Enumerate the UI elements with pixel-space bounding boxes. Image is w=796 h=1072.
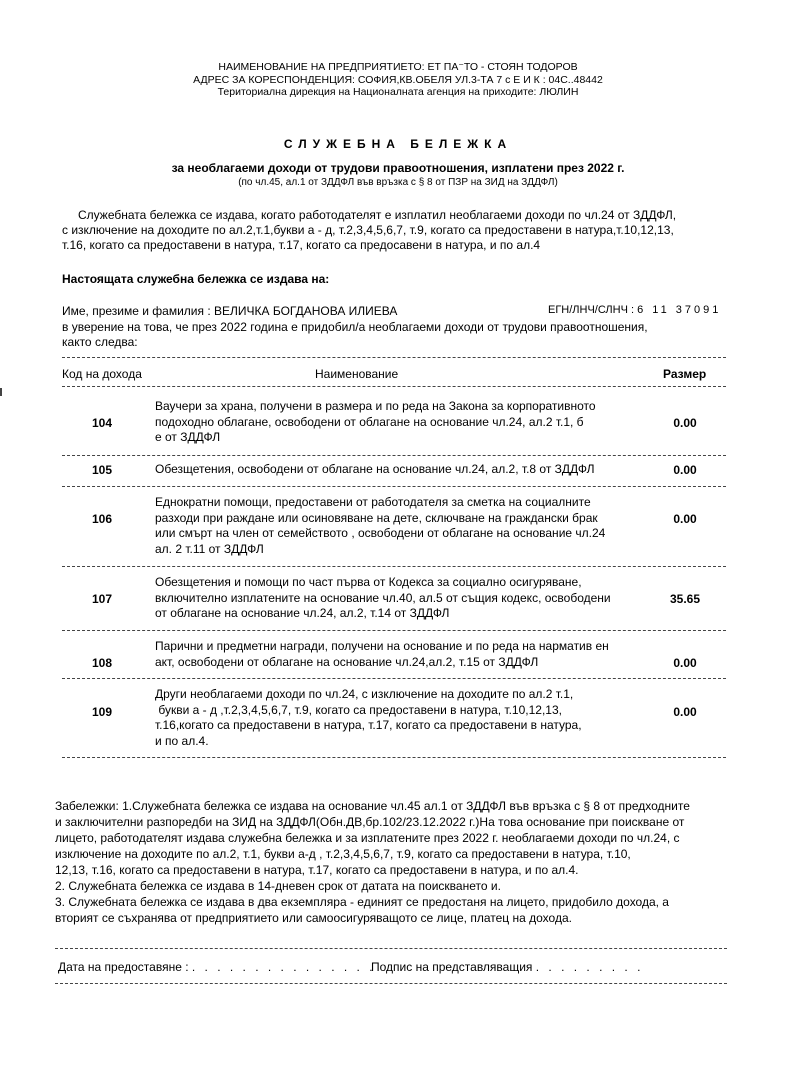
description-line: Ваучери за храна, получени в размера и по реда на Закона за корпоративното: [155, 399, 596, 413]
income-description: [155, 639, 625, 670]
income-amount: 0.00: [673, 656, 697, 670]
notes-section: [55, 798, 745, 926]
description-line: е от ЗДДФЛ: [155, 430, 221, 444]
note-line: изключение на доходите по ал.2, т.1, букви а-д , т.2,3,4,5,6,7, т.9, когато са предоставени в натура, т.10,: [55, 847, 631, 861]
egn-label: ЕГН/ЛНЧ/СЛНЧ :: [548, 304, 638, 316]
income-code: 106: [91, 512, 113, 526]
note-line: лицето, работодателят издава служебна бележка и за изплатените през 2022 г. необлагаеми доходи по чл.24, с: [55, 831, 680, 845]
legal-basis-note: (по чл.45, ал.1 от ЗДДФЛ във връзка с § 8 от ПЗР на ЗИД на ЗДДФЛ): [238, 177, 558, 188]
income-amount: 0.00: [673, 416, 697, 430]
note-line: 3. Служебната бележка се издава в два екземпляра - единият се предостаня на лицето, придобило дохода, а: [55, 895, 669, 909]
issue-date-field: [58, 960, 376, 974]
income-description: [155, 462, 625, 478]
column-header-amount: Размер: [663, 367, 707, 381]
issued-to-label: Настоящата служебна бележка се издава на:: [62, 272, 330, 286]
egn-value: 6 11 37091: [637, 304, 722, 316]
description-line: ал. 2 т.11 от ЗДДФЛ: [155, 541, 264, 556]
certification-line: както следва:: [62, 335, 138, 349]
intro-paragraph: [62, 208, 742, 253]
description-line: Парични и предметни награди, получени на основание и по реда на нарматив ен: [155, 639, 609, 653]
income-description: [155, 575, 625, 622]
company-name: НАИМЕНОВАНИЕ НА ПРЕДПРИЯТИЕТО: ЕТ ПА⁻ТО - СТОЯН ТОДОРОВ: [218, 61, 578, 73]
income-description: [155, 495, 625, 557]
certification-text: [62, 320, 742, 350]
description-line: Обезщетения и помощи по част първа от Кодекса за социално осигуряване,: [155, 575, 582, 589]
page-edge-mark: [0, 388, 2, 396]
income-code: 105: [91, 463, 113, 477]
income-code: 108: [91, 656, 113, 670]
issue-date-label: Дата на предоставяне :: [58, 960, 192, 974]
intro-line: с изключение на доходите по ал.2,т.1,букви а - д, т.2,3,4,5,6,7, т.9, когато са предоставени в натура,т.10,12,13,: [62, 223, 674, 237]
description-line: акт, освободени от облагане на основание чл.24,ал.2, т.15 от ЗДДФЛ: [155, 654, 539, 669]
table-bottom-divider: [62, 757, 726, 758]
description-line: Еднократни помощи, предоставени от работодателя за сметка на социалните: [155, 495, 591, 509]
column-header-code: Код на дохода: [62, 367, 142, 381]
description-line: Обезщетения, освободени от облагане на основание чл.24, ал.2, т.8 от ЗДДФЛ: [155, 462, 595, 476]
income-code: 107: [91, 592, 113, 606]
description-line: и по ал.4.: [155, 733, 209, 748]
description-line: подоходно облагане, освободени от облагане на основание чл.24, ал.2 т.1, б: [155, 414, 584, 429]
table-top-divider: [62, 357, 726, 358]
signature-bottom-divider: [55, 983, 727, 984]
income-amount: 0.00: [673, 463, 697, 477]
row-divider: [62, 678, 726, 679]
note-line: 2. Служебната бележка се издава в 14-дневен срок от датата на поискването и.: [55, 879, 501, 893]
income-code: 104: [91, 416, 113, 430]
document-title: СЛУЖЕБНА БЕЛЕЖКА: [283, 137, 513, 151]
note-line: и заключителни разпоредби на ЗИД на ЗДДФЛ(Обн.ДВ,бр.102/23.12.2022 г.)На това основание при поискване от: [55, 815, 685, 829]
intro-line: Служебната бележка се издава, когато работодателят е изплатил необлагаеми доходи по чл.24 от ЗДДФЛ,: [78, 208, 677, 222]
income-amount: 35.65: [669, 592, 701, 606]
document-subtitle: за необлагаеми доходи от трудови правоотношения, изплатени през 2022 г.: [171, 161, 625, 175]
issue-date-dots: . . . . . . . . . . . . . . .: [191, 960, 376, 974]
header-divider: [62, 386, 726, 387]
signature-top-divider: [55, 948, 727, 949]
certification-line: в уверение на това, че през 2022 година е придобил/а необлагаеми доходи от трудови правоотношения,: [62, 320, 648, 334]
income-description: [155, 687, 625, 749]
person-name: Име, презиме и фамилия : ВЕЛИЧКА БОГДАНОВА ИЛИЕВА: [62, 304, 398, 318]
row-divider: [62, 566, 726, 567]
income-amount: 0.00: [673, 512, 697, 526]
description-line: Други необлагаеми доходи по чл.24, с изключение на доходите по ал.2 т.1,: [155, 687, 574, 701]
description-line: букви а - д ,т.2,3,4,5,6,7, т.9, когато са предоставени в натура, т.10,12,13,: [155, 702, 562, 717]
column-header-name: Наименование: [315, 367, 399, 381]
description-line: т.16,когато са предоставени в натура, т.17, когато са предоставени в натура,: [155, 718, 582, 732]
tax-directorate: Териториална дирекция на Националната агенция на приходите: ЛЮЛИН: [217, 86, 579, 98]
description-line: или смърт на член от семейството , освободени от облагане на основание чл.24: [155, 526, 606, 540]
intro-line: т.16, когато са предоставени в натура, т.17, когато са предосавени в натура, и по ал.4: [62, 238, 541, 252]
note-line: Забележки: 1.Служебната бележка се издава на основание чл.45 ал.1 от ЗДДФЛ във връзка с § 8 от предходните: [55, 799, 690, 813]
row-divider: [62, 486, 726, 487]
note-line: 12,13, т.16, когато са предоставени в натура, т.17, когато са предоставени в натура, и по ал.4.: [55, 863, 579, 877]
description-line: от облагане на основание чл.24, ал.2, т.14 от ЗДДФЛ: [155, 606, 450, 620]
income-description: [155, 399, 625, 446]
signature-label: Подпис на представляващия: [371, 960, 536, 974]
description-line: включително изплатените на основание чл.40, ал.5 от същия кодекс, освободени: [155, 590, 611, 605]
row-divider: [62, 630, 726, 631]
egn-field: [548, 304, 721, 316]
income-amount: 0.00: [673, 705, 697, 719]
note-line: вторият се съхранява от предприятието или самоосигуряващото се лице, платец на дохода.: [55, 911, 572, 925]
income-code: 109: [91, 705, 113, 719]
signature-dots: . . . . . . . . .: [535, 960, 644, 974]
description-line: разходи при раждане или осиновяване на дете, сключване на граждански брак: [155, 510, 598, 525]
correspondence-address: АДРЕС ЗА КОРЕСПОНДЕНЦИЯ: СОФИЯ,КВ.ОБЕЛЯ УЛ.3-ТА 7 с Е И К : 04С..48442: [193, 74, 603, 86]
representative-signature-field: [371, 960, 643, 974]
row-divider: [62, 455, 726, 456]
